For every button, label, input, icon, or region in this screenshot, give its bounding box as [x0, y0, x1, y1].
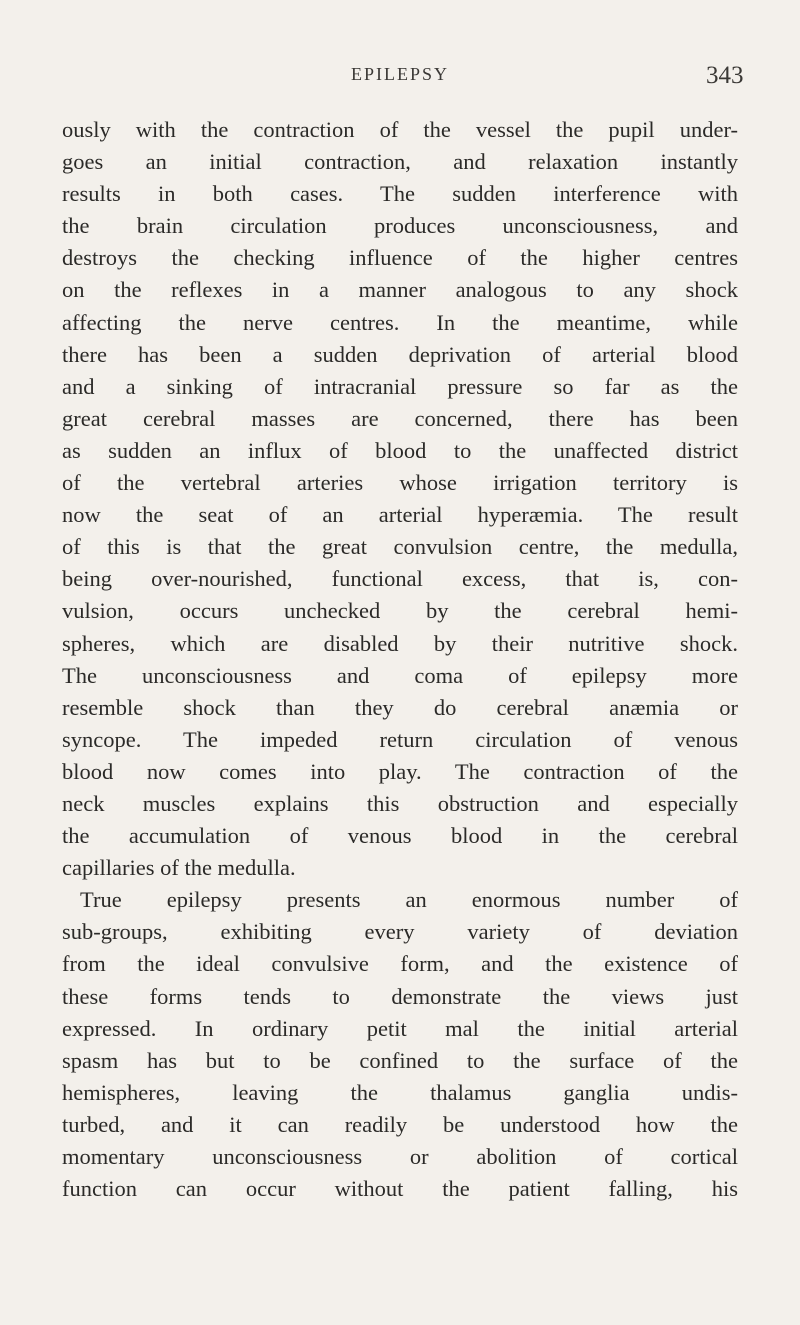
text-line: expressed. In ordinary petit mal the initial arterial	[62, 1015, 738, 1041]
text-line: hemispheres, leaving the thalamus ganglia undis-	[62, 1079, 738, 1105]
text-line: The unconsciousness and coma of epilepsy more	[62, 662, 738, 688]
text-line: turbed, and it can readily be understood how the	[62, 1111, 738, 1137]
paragraph-end-line: capillaries of the medulla.	[62, 855, 296, 881]
text-line: neck muscles explains this obstruction and especially	[62, 790, 738, 816]
running-title: EPILEPSY	[350, 64, 449, 84]
text-line: goes an initial contraction, and relaxation instantly	[62, 149, 738, 175]
text-line: vulsion, occurs unchecked by the cerebral hemi-	[62, 598, 738, 624]
text-line: great cerebral masses are concerned, there has been	[62, 405, 738, 431]
text-line: function can occur without the patient falling, his	[62, 1176, 738, 1202]
text-line: and a sinking of intracranial pressure so far as the	[62, 373, 738, 399]
text-line: spheres, which are disabled by their nutritive shock.	[62, 630, 738, 656]
body-text	[62, 114, 738, 1205]
paragraph-start-line: True epilepsy presents an enormous number of	[80, 887, 738, 913]
text-line: spasm has but to be confined to the surface of the	[62, 1047, 738, 1073]
text-line: syncope. The impeded return circulation of venous	[62, 726, 738, 752]
text-line: results in both cases. The sudden interference with	[62, 181, 738, 207]
text-line: destroys the checking influence of the higher centres	[62, 245, 738, 271]
text-line: of this is that the great convulsion centre, the medulla,	[62, 534, 738, 560]
text-line: there has been a sudden deprivation of arterial blood	[62, 341, 738, 367]
text-line: on the reflexes in a manner analogous to any shock	[62, 277, 738, 303]
page-number: 343	[706, 62, 744, 89]
text-line: ously with the contraction of the vessel the pupil under-	[62, 117, 738, 142]
text-line: being over-nourished, functional excess, that is, con-	[62, 566, 738, 592]
text-line: as sudden an influx of blood to the unaffected district	[62, 437, 738, 463]
text-line: these forms tends to demonstrate the views just	[62, 983, 738, 1009]
running-head	[0, 62, 800, 92]
text-line: momentary unconsciousness or abolition of cortical	[62, 1144, 738, 1169]
text-line: resemble shock than they do cerebral anæmia or	[62, 694, 738, 720]
text-line: sub-groups, exhibiting every variety of deviation	[62, 919, 738, 945]
text-line: now the seat of an arterial hyperæmia. The result	[62, 502, 738, 528]
text-line: blood now comes into play. The contraction of the	[62, 758, 738, 784]
text-line: of the vertebral arteries whose irrigation territory is	[62, 470, 738, 496]
text-line: the accumulation of venous blood in the cerebral	[62, 823, 738, 849]
text-line: affecting the nerve centres. In the meantime, while	[62, 309, 738, 335]
text-line: the brain circulation produces unconsciousness, and	[62, 213, 738, 239]
text-line: from the ideal convulsive form, and the existence of	[62, 951, 738, 977]
